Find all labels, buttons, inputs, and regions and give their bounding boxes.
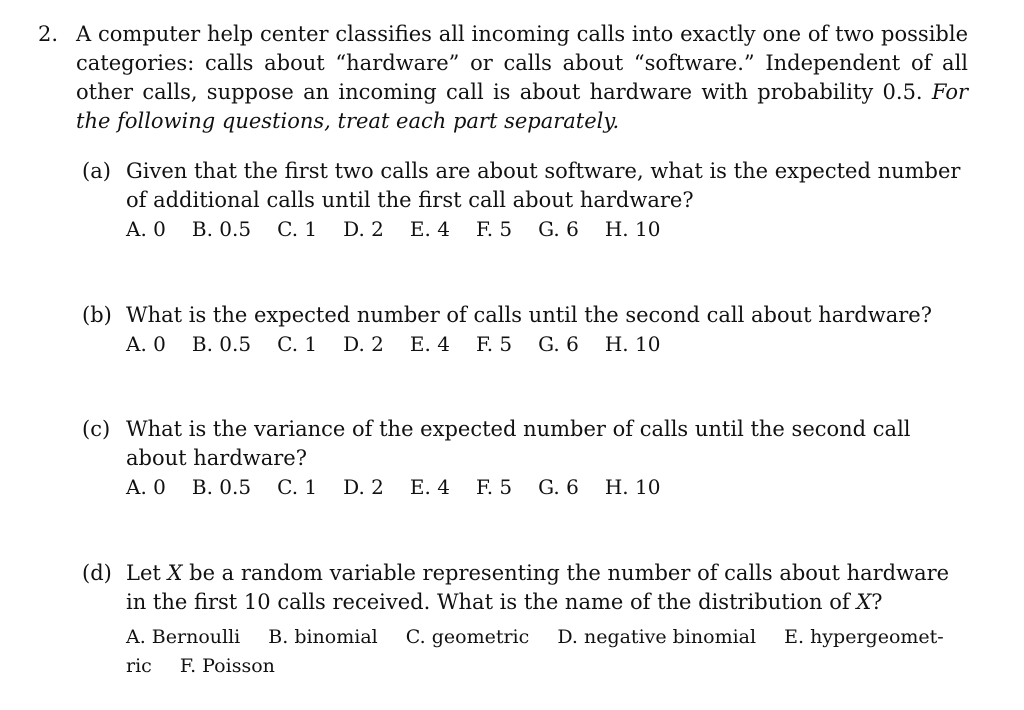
part-b-label: (b) [82,303,112,327]
choice-item: A. Bernoulli [126,626,241,648]
choice-item: H. 10 [604,332,661,356]
part-a-choices [126,215,962,244]
choice-item: B. 0.5 [191,217,252,241]
choice-item: C. geometric [405,626,530,648]
intro-italic-text: For the following questions, treat each part separately. [76,80,968,133]
choice-item: A. 0 [126,332,166,356]
part-a-label: (a) [82,159,111,183]
variable-x: X [167,561,183,585]
choice-item: C. 1 [277,332,318,356]
choice-item: B. 0.5 [191,475,252,499]
problem-2 [38,20,968,136]
part-d-question [126,559,962,617]
choice-item: C. 1 [277,217,318,241]
problem-intro [76,20,968,136]
part-d-text-3: ? [871,590,883,614]
choice-item: F. 5 [475,332,513,356]
choice-item: E. 4 [409,475,450,499]
part-b-question: What is the expected number of calls until the second call about hardware? [126,303,932,327]
part-a [82,157,962,244]
part-d-text-1: Let [126,561,168,585]
choice-item: H. 10 [604,217,661,241]
part-c-choices [126,473,962,502]
choice-item: D. 2 [343,217,384,241]
part-b-choices [126,330,962,359]
intro-text: A computer help center classifies all incoming calls into exactly one of two possible categories: calls about “hardware” or calls about “software.” Independent of all other calls, suppose an incoming call is about hardware with probability 0.5. [76,22,968,104]
part-d [82,559,962,681]
choice-item: D. 2 [343,475,384,499]
choice-item: E. 4 [409,332,450,356]
choice-item: A. 0 [126,217,166,241]
part-b [82,301,962,359]
part-c-label: (c) [82,417,111,441]
part-c-question: What is the variance of the expected number of calls until the second call about hardware? [126,417,911,470]
choice-item: G. 6 [538,475,579,499]
part-d-choices [126,623,966,681]
choice-item: B. binomial [268,626,378,648]
choice-item: F. Poisson [179,655,275,677]
choice-item: G. 6 [538,217,579,241]
choice-item: A. 0 [126,475,166,499]
choice-item: C. 1 [277,475,318,499]
choice-item: E. 4 [409,217,450,241]
choice-item: D. negative binomial [557,626,757,648]
choice-item: F. 5 [475,475,513,499]
part-d-text-2: be a random variable representing the number of calls about hardware in the first 10 calls received. What is the name of the distribution of [126,561,950,614]
problem-number: 2. [38,22,59,46]
choice-item: F. 5 [475,217,513,241]
choice-item: E. hypergeomet-ric [126,626,944,677]
variable-x: X [856,590,872,614]
choice-item: D. 2 [343,332,384,356]
part-a-question: Given that the first two calls are about software, what is the expected number of additional calls until the first call about hardware? [126,159,961,212]
choice-item: H. 10 [604,475,661,499]
choice-item: G. 6 [538,332,579,356]
choice-item: B. 0.5 [191,332,252,356]
part-c [82,415,962,502]
part-d-label: (d) [82,561,112,585]
